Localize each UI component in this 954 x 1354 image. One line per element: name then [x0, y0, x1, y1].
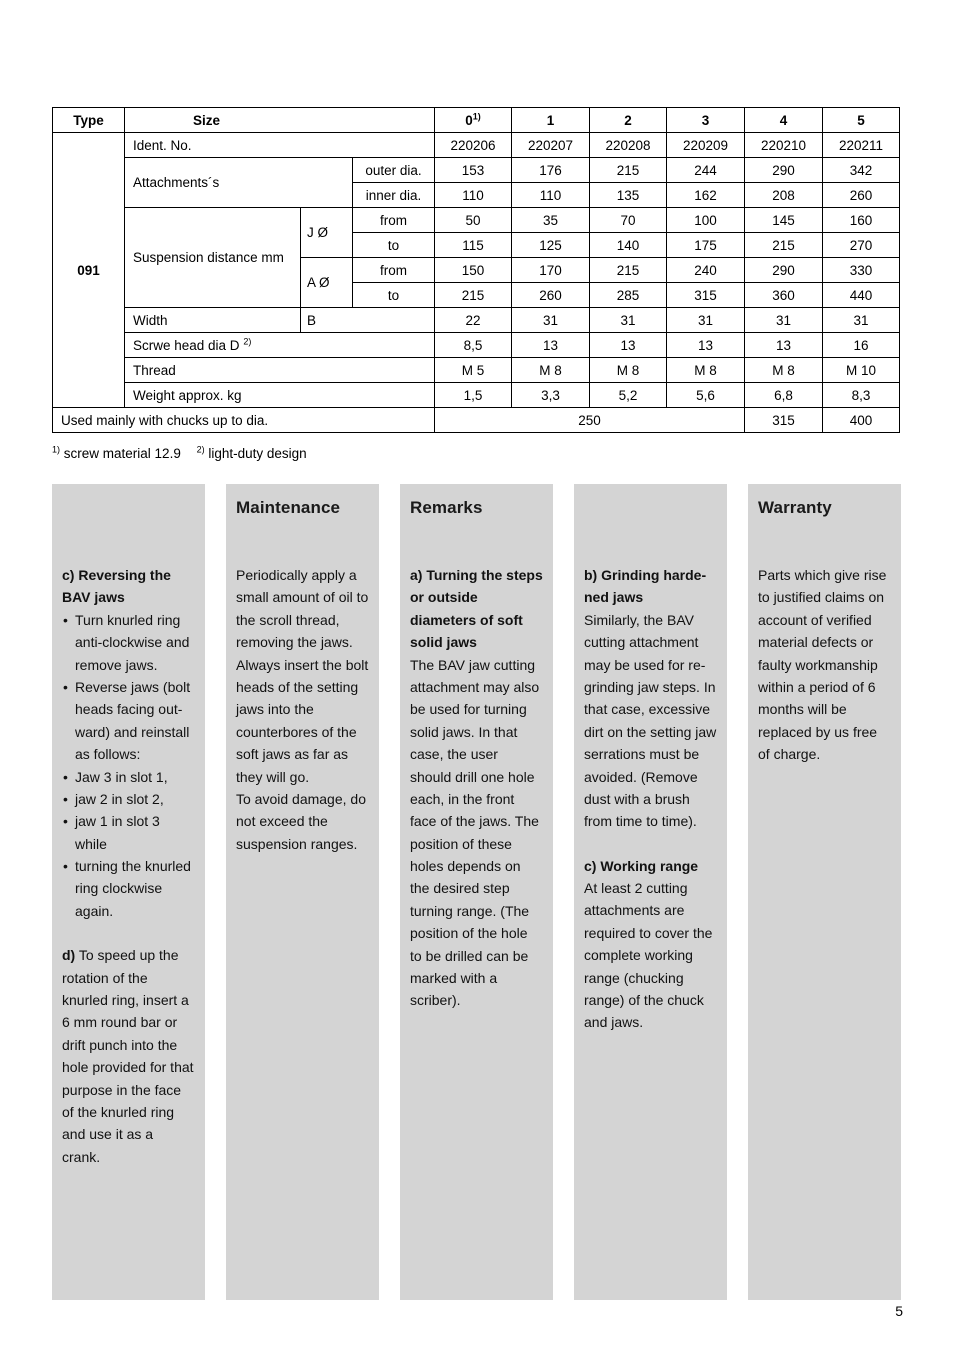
cell: 175 [667, 233, 745, 258]
cell: 220208 [590, 133, 667, 158]
size-0-footnote-ref: 1) [472, 111, 481, 121]
col-header-type: Type [53, 108, 125, 133]
subheading-grinding-hardened-jaws: b) Grinding harde-ned jaws [584, 567, 707, 606]
cell: 315 [745, 408, 823, 433]
column-body [584, 564, 717, 1034]
cell: 115 [435, 233, 512, 258]
footnote-1-text: screw material 12.9 [63, 446, 181, 461]
cell: 13 [590, 333, 667, 358]
cell: 215 [590, 158, 667, 183]
row-width [53, 308, 900, 333]
cell: 31 [745, 308, 823, 333]
cell: 160 [823, 208, 900, 233]
col-header-size-3: 3 [667, 108, 745, 133]
row-thread [53, 358, 900, 383]
col-header-size-4: 4 [745, 108, 823, 133]
cell: 162 [667, 183, 745, 208]
footnote-2-text: light-duty design [208, 446, 307, 461]
cell: 31 [823, 308, 900, 333]
cell: 31 [590, 308, 667, 333]
section-title-remarks: Remarks [410, 498, 483, 517]
cell: 215 [590, 258, 667, 283]
bullet-item: • turning the knurled ring clockwise again. [62, 855, 195, 922]
cell: 135 [590, 183, 667, 208]
row-screw-head [53, 333, 900, 358]
cell: 400 [823, 408, 900, 433]
screw-label: Scrwe head dia D [133, 337, 240, 353]
header-row [53, 108, 900, 133]
cell: 342 [823, 158, 900, 183]
cell: 220211 [823, 133, 900, 158]
subheading-working-range: c) Working range [584, 857, 699, 874]
row-used-mainly [53, 408, 900, 433]
row-suspension-j-from [53, 208, 900, 233]
footnote-1 [52, 446, 181, 461]
cell: 100 [667, 208, 745, 233]
cell: 360 [745, 283, 823, 308]
bullet-item: • Turn knurled ring anti-clockwise and remove jaws. [62, 609, 195, 676]
cell: 220207 [512, 133, 590, 158]
cell: 240 [667, 258, 745, 283]
cell: 176 [512, 158, 590, 183]
col-header-size-5: 5 [823, 108, 900, 133]
cell: 260 [512, 283, 590, 308]
info-columns [52, 484, 902, 1300]
page-number: 5 [895, 1303, 903, 1319]
cell: 22 [435, 308, 512, 333]
column-body [236, 564, 369, 855]
paragraph: Parts which give rise to justified claims on account of verified material defects or faulty workmanship within a period of 6 months will be replaced by us free of charge. [758, 567, 887, 763]
size-0-label: 0 [465, 112, 473, 128]
cell: 270 [823, 233, 900, 258]
sublabel-to: to [353, 233, 435, 258]
column-warranty [748, 484, 901, 1300]
cell: 13 [745, 333, 823, 358]
sublabel-from: from [353, 258, 435, 283]
row-weight [53, 383, 900, 408]
bullet-item: • Reverse jaws (bolt heads facing out-ward) and reinstall as follows: [62, 676, 195, 766]
cell: 8,5 [435, 333, 512, 358]
row-label-screw-head [125, 333, 435, 358]
cell: 50 [435, 208, 512, 233]
cell: M 8 [590, 358, 667, 383]
cell: M 10 [823, 358, 900, 383]
cell: 315 [667, 283, 745, 308]
cell: 215 [435, 283, 512, 308]
cell: 3,3 [512, 383, 590, 408]
cell: 70 [590, 208, 667, 233]
col-header-size-0 [435, 108, 512, 133]
cell: 16 [823, 333, 900, 358]
row-label-suspension: Suspension distance mm [125, 208, 301, 308]
sublabel-inner-dia: inner dia. [353, 183, 435, 208]
col-header-size-1: 1 [512, 108, 590, 133]
paragraph-d-text: To speed up the rotation of the knurled ring, insert a 6 mm round bar or drift punch into the hole provided for that purpose in the face of the knurled ring and use it as a crank. [62, 947, 194, 1165]
column-body [410, 564, 543, 1012]
cell: 125 [512, 233, 590, 258]
spec-table [52, 107, 900, 433]
footnote-2 [197, 446, 307, 461]
column-grinding [574, 484, 727, 1300]
column-header-empty-4 [584, 498, 717, 564]
row-ident [53, 133, 900, 158]
column-body [758, 564, 891, 766]
row-label-ident: Ident. No. [125, 133, 435, 158]
cell: 13 [667, 333, 745, 358]
cell: 170 [512, 258, 590, 283]
column-body [62, 564, 195, 1168]
paragraph-d-label: d) [62, 947, 76, 964]
paragraph: The BAV jaw cutting attachment may also be used for turning solid jaws. In that case, the user should drill one hole each, in the front face of the jaws. The position of these holes depends on the desired step turning range. (The position of the hole to be drilled can be marked with a scriber). [410, 656, 540, 1009]
cell: 1,5 [435, 383, 512, 408]
cell: 31 [667, 308, 745, 333]
subheading-reversing-bav-jaws: c) Reversing the BAV jaws [62, 567, 171, 606]
paragraph: At least 2 cutting attachments are required to cover the complete working range (chucking range) of the chuck and jaws. [584, 880, 713, 1031]
type-value-cell: 091 [53, 133, 125, 408]
column-maintenance [226, 484, 379, 1300]
cell: M 8 [745, 358, 823, 383]
sublabel-from: from [353, 208, 435, 233]
cell: 153 [435, 158, 512, 183]
cell: 285 [590, 283, 667, 308]
row-label-thread: Thread [125, 358, 435, 383]
cell: 260 [823, 183, 900, 208]
footnote-2-marker: 2) [196, 444, 205, 455]
paragraph: Periodically apply a small amount of oil to the scroll thread, removing the jaws. Always insert the bolt heads of the setting jaws into the counterbores of the soft jaws as far as they will go. [236, 567, 369, 785]
cell: 220209 [667, 133, 745, 158]
row-outer-dia [53, 158, 900, 183]
cell: 330 [823, 258, 900, 283]
sublabel-b: B [301, 308, 435, 333]
cell: 8,3 [823, 383, 900, 408]
cell: M 5 [435, 358, 512, 383]
paragraph-d-speed-up [62, 944, 195, 1168]
bullet-item: • jaw 2 in slot 2, [62, 788, 195, 810]
sublabel-outer-dia: outer dia. [353, 158, 435, 183]
sublabel-j-dia: J Ø [301, 208, 353, 258]
cell: 440 [823, 283, 900, 308]
section-title-warranty: Warranty [758, 498, 832, 517]
col-header-size: Size [125, 108, 435, 133]
cell: 150 [435, 258, 512, 283]
sublabel-to: to [353, 283, 435, 308]
paragraph: To avoid damage, do not exceed the suspension ranges. [236, 790, 366, 852]
row-label-width: Width [125, 308, 301, 333]
cell: 220206 [435, 133, 512, 158]
cell: 5,2 [590, 383, 667, 408]
cell: 110 [512, 183, 590, 208]
cell: 13 [512, 333, 590, 358]
paragraph: Similarly, the BAV cutting attachment may be used for re-grinding jaw steps. In that case, excessive dirt on the setting jaw serrations must be avoided. (Remove dust with a brush from time to time). [584, 611, 717, 830]
column-header-empty-1 [62, 498, 195, 564]
cell: 6,8 [745, 383, 823, 408]
row-label-weight: Weight approx. kg [125, 383, 435, 408]
cell: 145 [745, 208, 823, 233]
screw-footnote-ref: 2) [243, 336, 252, 346]
row-label-used-mainly: Used mainly with chucks up to dia. [53, 408, 435, 433]
section-title-maintenance: Maintenance [236, 498, 341, 517]
cell: 215 [745, 233, 823, 258]
cell: M 8 [667, 358, 745, 383]
cell: 31 [512, 308, 590, 333]
cell: 110 [435, 183, 512, 208]
col-header-size-2: 2 [590, 108, 667, 133]
cell: 35 [512, 208, 590, 233]
bullet-item: • jaw 1 in slot 3 while [62, 810, 195, 855]
row-label-attachments: Attachments´s [125, 158, 353, 208]
cell: 250 [435, 408, 745, 433]
footnote-1-marker: 1) [52, 444, 61, 455]
footnotes [52, 446, 307, 461]
subheading-turning-steps: a) Turning the steps or outside diameters of soft solid jaws [410, 567, 543, 651]
cell: 290 [745, 258, 823, 283]
cell: 220210 [745, 133, 823, 158]
cell: M 8 [512, 358, 590, 383]
cell: 244 [667, 158, 745, 183]
cell: 208 [745, 183, 823, 208]
bullet-item: • Jaw 3 in slot 1, [62, 766, 195, 788]
sublabel-a-dia: A Ø [301, 258, 353, 308]
column-remarks [400, 484, 553, 1300]
column-reversing [52, 484, 205, 1300]
cell: 140 [590, 233, 667, 258]
cell: 290 [745, 158, 823, 183]
cell: 5,6 [667, 383, 745, 408]
